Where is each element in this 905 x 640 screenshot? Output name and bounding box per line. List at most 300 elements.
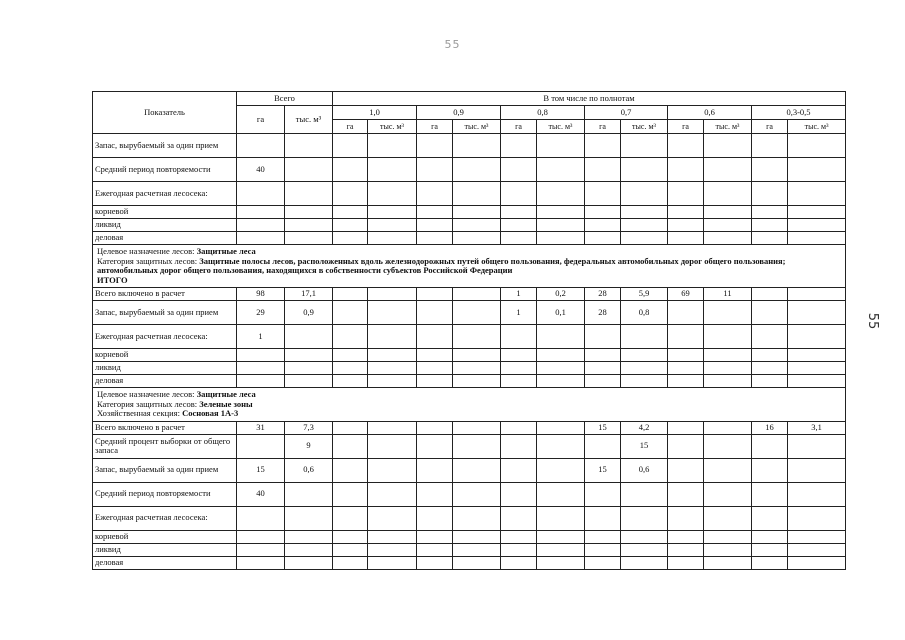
row-label: Ежегодная расчетная лесосека: [93,325,237,349]
cell-total-ha [237,206,285,219]
table-cell [668,421,704,434]
cell-total-ha [237,434,285,458]
table-cell [333,482,368,506]
table-cell [417,543,453,556]
table-cell [752,301,788,325]
table-cell [752,530,788,543]
table-cell [537,556,585,569]
table-row [93,182,846,206]
table-cell [333,375,368,388]
table-cell [368,556,417,569]
table-cell [417,506,453,530]
economic-section-label: Хозяйственная секция: [97,408,180,418]
table-row [93,421,846,434]
table-cell [621,325,668,349]
header-vol: тыс. м³ [537,120,585,134]
table-cell [537,482,585,506]
table-cell [704,219,752,232]
table-cell [453,325,501,349]
table-cell [501,482,537,506]
table-cell [453,362,501,375]
table-cell [704,530,752,543]
table-cell [585,232,621,245]
table-cell [752,325,788,349]
header-density: 0,9 [417,106,501,120]
table-cell [621,543,668,556]
table-cell [453,458,501,482]
table-cell [368,375,417,388]
table-cell [752,458,788,482]
table-cell [704,482,752,506]
table-cell [453,482,501,506]
table-cell [501,530,537,543]
table-cell [537,232,585,245]
table-cell [788,556,846,569]
table-cell [453,375,501,388]
table-cell [585,543,621,556]
table-cell [333,182,368,206]
table-cell [704,458,752,482]
table-cell [704,506,752,530]
table-cell [368,219,417,232]
table-cell [333,506,368,530]
header-ha: га [417,120,453,134]
table-cell [368,158,417,182]
cell-total-ha [237,375,285,388]
table-cell [501,158,537,182]
page-number-top: 55 [444,38,461,51]
table-cell [537,158,585,182]
table-cell [621,530,668,543]
section-header [93,245,846,288]
cell-total-ha: 1 [237,325,285,349]
cell-total-vol [285,362,333,375]
table-cell [501,206,537,219]
protective-category-value: Защитные полосы лесов, расположенных вдоль железнодорожных путей общего пользования, федеральных автомобильных дорог общего пользования; автомобильных дорог общего пользования, находящихся в собственности субъектов Российской Федерации [97,255,786,275]
table-cell [788,434,846,458]
table-cell [333,458,368,482]
table-cell [585,362,621,375]
table-cell [453,158,501,182]
table-cell [417,134,453,158]
table-cell [333,232,368,245]
table-cell [417,301,453,325]
table-cell: 69 [668,288,704,301]
cell-total-ha [237,362,285,375]
table-cell [333,206,368,219]
cell-total-ha: 40 [237,158,285,182]
table-cell [752,482,788,506]
table-cell [501,182,537,206]
table-cell: 1 [501,301,537,325]
row-label: корневой [93,206,237,219]
table-cell [368,421,417,434]
section-header [93,388,846,422]
cell-total-ha [237,134,285,158]
table-cell [585,219,621,232]
header-total: Всего [237,92,333,106]
table-cell [537,325,585,349]
table-cell [704,182,752,206]
header-vol: тыс. м³ [453,120,501,134]
table-cell [453,288,501,301]
cell-total-vol [285,158,333,182]
table-cell [585,182,621,206]
cell-total-vol [285,349,333,362]
table-cell [668,375,704,388]
cell-total-vol: 7,3 [285,421,333,434]
table-row [93,506,846,530]
table-cell [453,301,501,325]
header-ha: га [501,120,537,134]
table-cell [585,134,621,158]
row-label: Запас, вырубаемый за один прием [93,458,237,482]
economic-section-value: Сосновая 1А-3 [182,408,239,418]
cell-total-vol [285,219,333,232]
table-cell [585,375,621,388]
page-number-side: 55 [865,312,880,330]
table-cell [537,506,585,530]
table-cell [537,362,585,375]
header-ha: га [585,120,621,134]
table-cell: 16 [752,421,788,434]
table-cell [752,556,788,569]
table-cell [417,182,453,206]
table-cell [752,543,788,556]
table-cell [668,556,704,569]
table-cell [417,158,453,182]
table-cell [368,506,417,530]
table-cell [704,158,752,182]
row-label: ликвид [93,219,237,232]
cell-total-ha: 31 [237,421,285,434]
table-cell: 0,1 [537,301,585,325]
table-cell [417,375,453,388]
table-cell [621,206,668,219]
table-cell [621,362,668,375]
table-cell [333,530,368,543]
table-cell [537,182,585,206]
table-cell [752,158,788,182]
cell-total-ha [237,530,285,543]
section-header-row [93,245,846,288]
header-density: 1,0 [333,106,417,120]
table-cell [788,182,846,206]
table-cell [417,288,453,301]
row-label: корневой [93,530,237,543]
header-vol: тыс. м³ [368,120,417,134]
table-cell [585,206,621,219]
table-row [93,288,846,301]
table-cell [333,158,368,182]
table-cell [501,506,537,530]
table-cell [668,362,704,375]
table-cell [788,325,846,349]
cell-total-vol [285,530,333,543]
table-cell [417,325,453,349]
table-cell [752,375,788,388]
table-cell [621,482,668,506]
protective-category-value: Зеленые зоны [199,398,253,409]
table-cell: 28 [585,301,621,325]
header-density: 0,7 [585,106,668,120]
cell-total-vol: 0,9 [285,301,333,325]
table-cell [788,375,846,388]
header-vol: тыс. м³ [621,120,668,134]
table-cell [333,434,368,458]
table-cell [704,375,752,388]
table-cell [537,543,585,556]
table-cell [585,530,621,543]
row-label: ликвид [93,543,237,556]
table-cell [417,556,453,569]
table-cell [788,219,846,232]
row-label: Всего включено в расчет [93,288,237,301]
table-cell [704,232,752,245]
table-cell [752,288,788,301]
table-cell: 11 [704,288,752,301]
table-cell: 15 [621,434,668,458]
table-cell [537,134,585,158]
row-label: деловая [93,232,237,245]
table-cell [788,206,846,219]
table-cell [668,134,704,158]
table-cell: 4,2 [621,421,668,434]
table-cell [417,434,453,458]
table-cell [368,530,417,543]
table-cell [537,349,585,362]
table-cell: 0,8 [621,301,668,325]
table-cell [501,421,537,434]
table-cell [585,506,621,530]
total-label: ИТОГО [97,274,128,285]
table-cell: 15 [585,421,621,434]
table-cell [368,362,417,375]
table-cell [501,232,537,245]
table-cell [417,530,453,543]
table-cell [333,556,368,569]
table-cell [333,421,368,434]
table-cell [501,219,537,232]
row-label: Средний период повторяемости [93,158,237,182]
table-cell [621,506,668,530]
cell-total-ha: 98 [237,288,285,301]
table-cell [453,506,501,530]
protective-category [97,257,841,276]
cell-total-ha [237,506,285,530]
row-label: ликвид [93,362,237,375]
table-cell [501,543,537,556]
table-cell [752,434,788,458]
cell-total-ha [237,556,285,569]
table-cell [752,182,788,206]
table-row [93,458,846,482]
table-cell [704,556,752,569]
table-cell [368,134,417,158]
table-cell [368,206,417,219]
cell-total-ha: 29 [237,301,285,325]
table-cell [417,206,453,219]
cell-total-ha [237,182,285,206]
header-vol: тыс. м³ [788,120,846,134]
cell-total-vol [285,232,333,245]
table-cell: 3,1 [788,421,846,434]
table-cell: 5,9 [621,288,668,301]
table-row [93,134,846,158]
table-cell [668,325,704,349]
cell-total-ha [237,232,285,245]
table-cell [704,134,752,158]
header-total-vol: тыс. м³ [285,106,333,134]
table-cell [668,206,704,219]
table-cell [453,182,501,206]
table-cell [668,182,704,206]
table-cell [585,482,621,506]
table-cell [788,458,846,482]
table-cell [333,288,368,301]
table-cell [704,543,752,556]
row-label: Средний процент выборки от общего запаса [93,434,237,458]
forest-purpose-value: Защитные леса [196,246,256,256]
table-cell: 0,6 [621,458,668,482]
forest-purpose-label: Целевое назначение лесов: [97,246,195,256]
table-row [93,530,846,543]
header-indicator: Показатель [93,92,237,134]
table-cell [585,556,621,569]
row-label: деловая [93,556,237,569]
table-cell [704,349,752,362]
table-cell [621,232,668,245]
cell-total-ha [237,543,285,556]
table-cell [621,134,668,158]
table-cell [788,288,846,301]
protective-category-label: Категория защитных лесов: [97,255,198,266]
cell-total-vol: 9 [285,434,333,458]
table-cell [752,232,788,245]
table-cell [585,325,621,349]
table-cell [453,219,501,232]
table-cell [788,506,846,530]
table-cell [788,158,846,182]
table-cell [417,458,453,482]
table-cell [333,349,368,362]
header-density: 0,8 [501,106,585,120]
table-cell [537,206,585,219]
table-row [93,349,846,362]
table-cell [368,543,417,556]
section-header-row [93,388,846,422]
header-density: 0,6 [668,106,752,120]
cell-total-vol [285,375,333,388]
table-cell [501,134,537,158]
table-cell [501,349,537,362]
row-label: корневой [93,349,237,362]
cell-total-ha [237,349,285,362]
table-cell [453,556,501,569]
table-cell [417,232,453,245]
table-cell [453,530,501,543]
cell-total-vol [285,556,333,569]
table-cell [752,206,788,219]
table-cell [788,543,846,556]
table-cell [453,206,501,219]
table-cell [704,325,752,349]
table-cell [788,134,846,158]
table-cell [417,482,453,506]
table-cell [333,543,368,556]
table-cell [621,182,668,206]
table-cell [668,301,704,325]
row-label: Средний период повторяемости [93,482,237,506]
table-cell [537,434,585,458]
table-cell [368,325,417,349]
table-cell [752,349,788,362]
table-cell [501,434,537,458]
forest-purpose-value: Защитные леса [196,389,256,399]
table-cell [585,349,621,362]
header-by-density: В том числе по полнотам [333,92,846,106]
table-cell [788,232,846,245]
table-cell [368,288,417,301]
table-cell [368,301,417,325]
table-cell [704,301,752,325]
table-row [93,232,846,245]
header-row-1 [93,92,846,106]
economic-section [97,409,841,419]
table-cell [788,482,846,506]
table-cell [501,325,537,349]
header-density: 0,3-0,5 [752,106,846,120]
table-row [93,543,846,556]
table-cell: 0,2 [537,288,585,301]
table-cell [368,232,417,245]
table-cell [368,434,417,458]
cell-total-vol: 0,6 [285,458,333,482]
table-cell [668,482,704,506]
table-cell [501,556,537,569]
table-cell: 15 [585,458,621,482]
table-cell [621,219,668,232]
table-cell [368,182,417,206]
table-row [93,158,846,182]
table-cell [621,349,668,362]
table-cell [537,219,585,232]
table-cell [668,506,704,530]
table-cell [537,458,585,482]
table-cell [417,349,453,362]
table-cell [752,506,788,530]
table-cell [788,349,846,362]
table-cell: 28 [585,288,621,301]
table-row [93,301,846,325]
table-cell [668,232,704,245]
table-cell [704,362,752,375]
table-cell [704,434,752,458]
header-total-ha: га [237,106,285,134]
table-cell [621,158,668,182]
cell-total-vol [285,134,333,158]
table-cell [453,232,501,245]
table-cell [501,375,537,388]
table-row [93,434,846,458]
cell-total-vol [285,543,333,556]
cell-total-vol [285,482,333,506]
header-ha: га [668,120,704,134]
table-cell [501,362,537,375]
table-cell [752,219,788,232]
table-cell [621,556,668,569]
row-label: деловая [93,375,237,388]
